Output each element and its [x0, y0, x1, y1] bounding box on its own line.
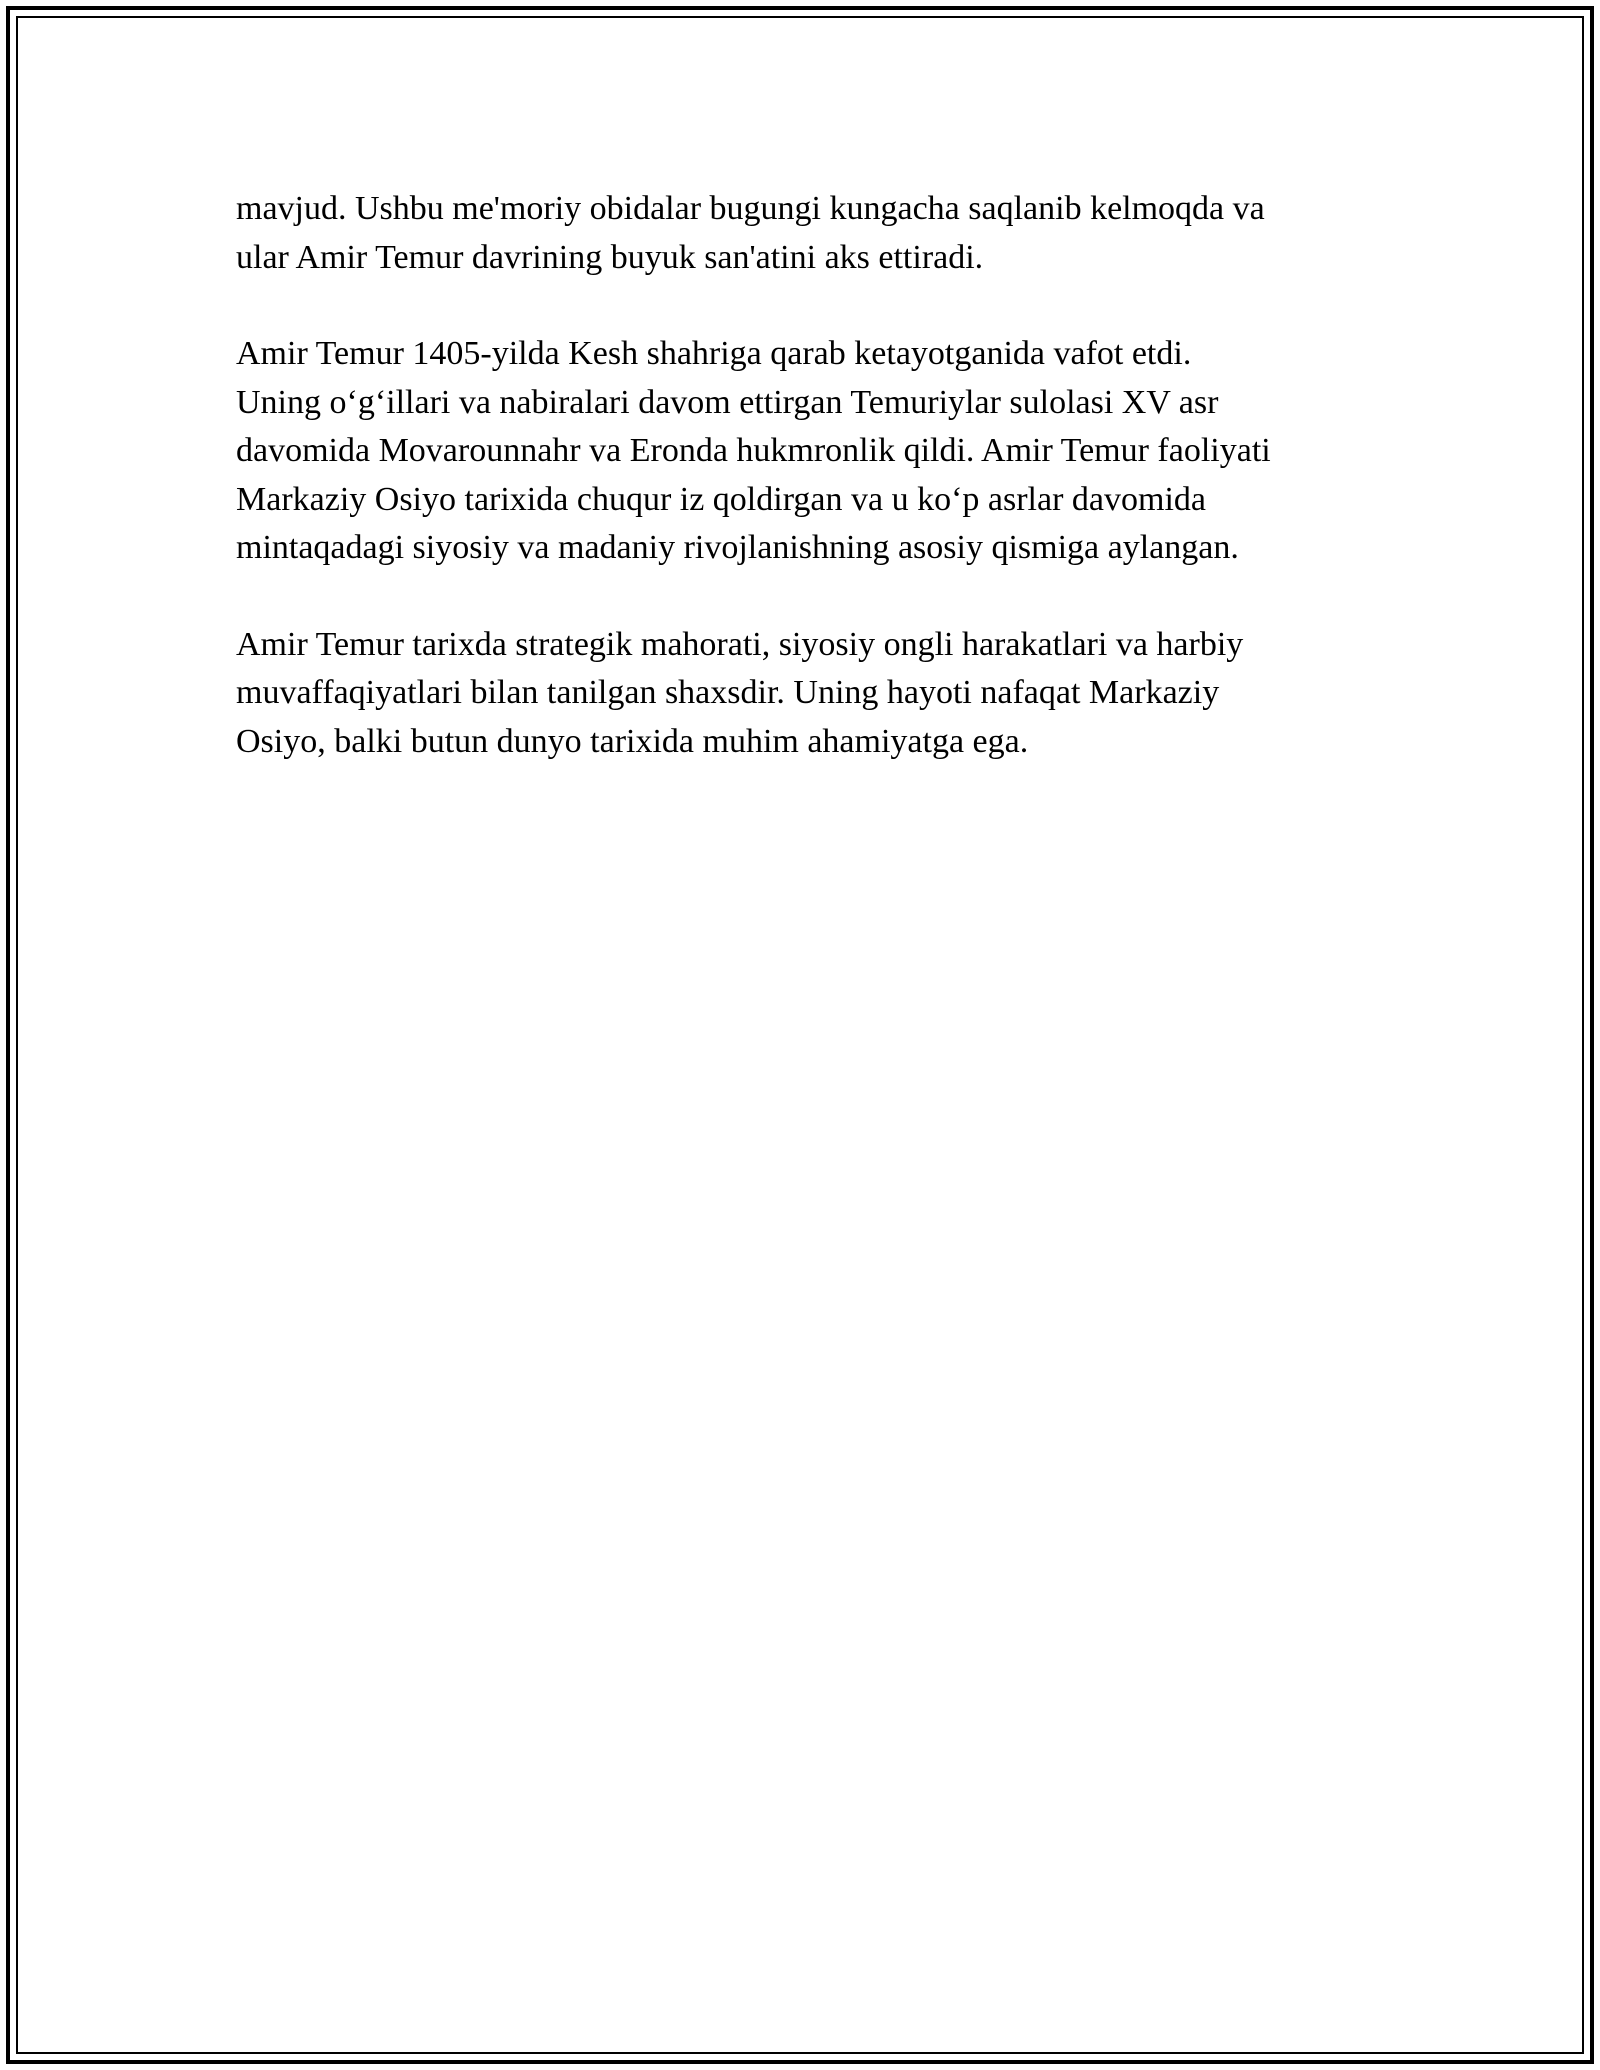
text-line: mintaqadagi siyosiy va madaniy rivojlanishning asosiy qismiga aylangan.: [236, 529, 1239, 566]
text-line: Uning o‘g‘illari va nabiralari davom ettirgan Temuriylar sulolasi XV asr: [236, 383, 1219, 421]
text-line: Amir Temur 1405-yilda Kesh shahriga qarab ketayotganida vafot etdi.: [236, 335, 1192, 372]
paragraph-3: [236, 621, 1376, 767]
text-line: Osiyo, balki butun dunyo tarixida muhim ahamiyatga ega.: [236, 722, 1029, 760]
document-body: [236, 185, 1376, 814]
text-line: ular Amir Temur davrining buyuk san'atini aks ettiradi.: [236, 238, 984, 276]
text-line: Amir Temur tarixda strategik mahorati, siyosiy ongli harakatlari va harbiy: [236, 625, 1244, 663]
paragraph-2: [236, 330, 1376, 573]
text-line: mavjud. Ushbu me'moriy obidalar bugungi kungacha saqlanib kelmoqda va: [236, 190, 1265, 227]
paragraph-1: [236, 185, 1376, 282]
text-line: Markaziy Osiyo tarixida chuqur iz qoldirgan va u ko‘p asrlar davomida: [236, 480, 1206, 518]
text-line: davomida Movarounnahr va Eronda hukmronlik qildi. Amir Temur faoliyati: [236, 432, 1271, 469]
text-line: muvaffaqiyatlari bilan tanilgan shaxsdir. Uning hayoti nafaqat Markaziy: [236, 674, 1220, 711]
